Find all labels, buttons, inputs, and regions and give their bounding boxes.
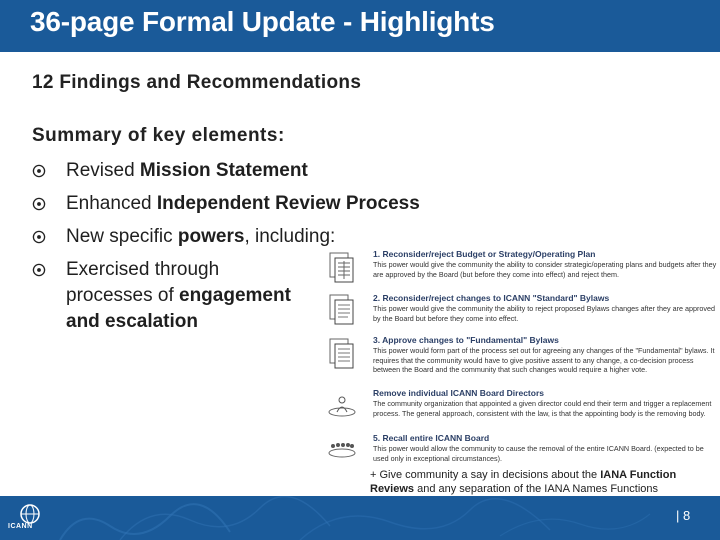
target-bullet-icon: [32, 197, 46, 211]
bullet-emphasis: engagement: [179, 285, 291, 306]
slide-title: 36-page Formal Update - Highlights: [30, 6, 495, 37]
bullet-item: [32, 158, 420, 184]
power-description: This power would give the community the ability to reject proposed Bylaws changes after they are approved by the Board but before they come into effect.: [373, 304, 715, 323]
slide-subtitle: 12 Findings and Recommendations: [32, 72, 362, 93]
target-bullet-icon: [32, 263, 46, 277]
bullet-text: New specific: [66, 226, 178, 247]
bullet-emphasis: Independent Review Process: [156, 193, 420, 214]
bullet-item: [32, 191, 420, 217]
power-description: This power would form part of the process set out for agreeing any changes of the "Fundamental" bylaws. It requires that the community would have to give positive assent to any change, a co-decision process between the Board and the community that such changes would require a higher vote.: [373, 346, 715, 375]
footer-pattern: [0, 496, 720, 540]
footnote-text: + Give community a say in decisions about the: [370, 469, 601, 481]
bullet-emphasis: powers: [177, 226, 245, 247]
power-description: This power would give the community the ability to consider strategic/operating plans and budgets after they are approved by the Board (but before they come into effect) and reject them.: [373, 260, 717, 279]
bullet-item: [32, 257, 356, 335]
bullet-text: Enhanced: [66, 193, 157, 214]
footnote-emphasis: IANA Function Reviews: [370, 469, 677, 495]
power-description: This power would allow the community to cause the removal of the entire ICANN Board. (expected to be used only in exceptional circumstances).: [373, 444, 704, 463]
bullet-text: processes of: [66, 285, 179, 306]
powers-panel: [325, 245, 720, 470]
footer-bar: [0, 496, 720, 540]
bullet-text: Exercised through: [66, 259, 220, 280]
group-icon: [327, 433, 357, 467]
power-title: 2. Reconsider/reject changes to ICANN "Standard" Bylaws: [373, 293, 610, 303]
logo-text: ICANN: [8, 523, 33, 530]
target-bullet-icon: [32, 164, 46, 178]
bullet-text: , including:: [244, 226, 336, 247]
icann-logo-icon: [10, 500, 50, 536]
bullet-emphasis: and escalation: [66, 311, 198, 332]
power-title: 1. Reconsider/reject Budget or Strategy/Operating Plan: [373, 249, 596, 259]
target-bullet-icon: [32, 230, 46, 244]
summary-heading: Summary of key elements:: [32, 125, 285, 146]
document-stack-icon: [327, 337, 357, 371]
bullet-text: Revised: [66, 160, 140, 181]
single-person-icon: [327, 388, 357, 422]
footnote-text: and any separation of the IANA Names Functions: [414, 483, 659, 495]
power-description: The community organization that appointed a given director could end their term and trigger a replacement process. The general approach, consistent with the law, is that the appointing body is the removing body.: [373, 399, 712, 418]
footnote: [370, 468, 715, 496]
document-stack-icon: [327, 251, 357, 285]
power-title: Remove individual ICANN Board Directors: [373, 388, 544, 398]
title-bar: [0, 0, 720, 52]
power-title: 5. Recall entire ICANN Board: [373, 433, 490, 443]
power-title: 3. Approve changes to "Fundamental" Bylaws: [373, 335, 559, 345]
page-number: | 8: [676, 508, 691, 523]
document-stack-icon: [327, 293, 357, 327]
bullet-emphasis: Mission Statement: [139, 160, 308, 181]
